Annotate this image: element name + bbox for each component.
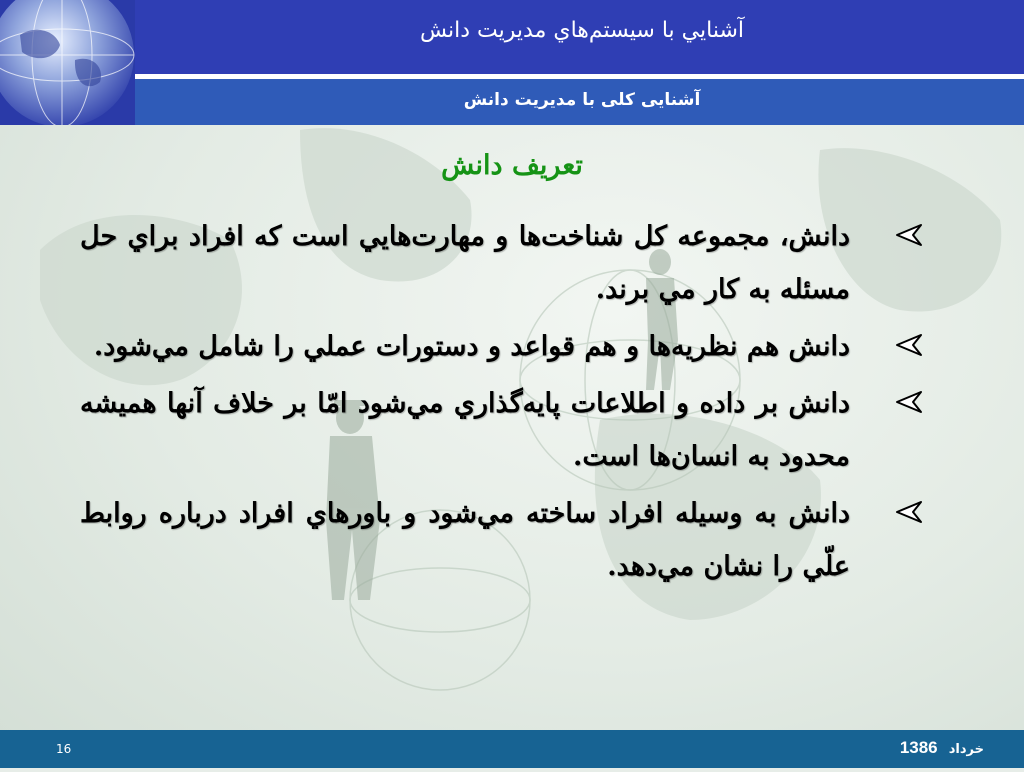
arrow-left-outline-icon [894, 499, 924, 525]
bullet-item [80, 210, 930, 316]
bullet-text: دانش هم نظريه‌ها و هم قواعد و دستورات عملي را شامل مي‌شود. [93, 331, 850, 362]
slide-footer [0, 730, 1024, 768]
arrow-left-outline-icon [894, 222, 924, 248]
bullet-item [80, 377, 930, 483]
arrow-left-outline-icon [894, 389, 924, 415]
bullet-text: دانش بر داده و اطلاعات پايه‌گذاري مي‌شود امّا بر خلاف آنها هميشه محدود به انسان‌ها است. [80, 388, 850, 472]
header-title: آشنايي با سيستم‌هاي مديريت دانش [419, 18, 745, 43]
section-title: تعریف دانش [441, 150, 583, 181]
footer-year: 1386 [899, 738, 938, 757]
footer-date [900, 738, 984, 758]
bullet-text: دانش، مجموعه كل شناخت‌ها و مهارت‌هايي است كه افراد براي حل مسئله به كار مي برند. [80, 221, 850, 305]
header-subtitle: آشنایی کلی با مدیریت دانش [463, 90, 701, 110]
bullet-list [80, 210, 930, 597]
bullet-item [80, 320, 930, 373]
globe-icon [0, 0, 135, 125]
slide-header [0, 0, 1024, 125]
bullet-item [80, 487, 930, 593]
page-number: 16 [56, 742, 72, 756]
bullet-text: دانش به وسيله افراد ساخته مي‌شود و باورهاي افراد درباره روابط علّي را نشان مي‌دهد. [80, 498, 850, 582]
arrow-left-outline-icon [894, 332, 924, 358]
footer-month: خرداد [948, 742, 984, 757]
